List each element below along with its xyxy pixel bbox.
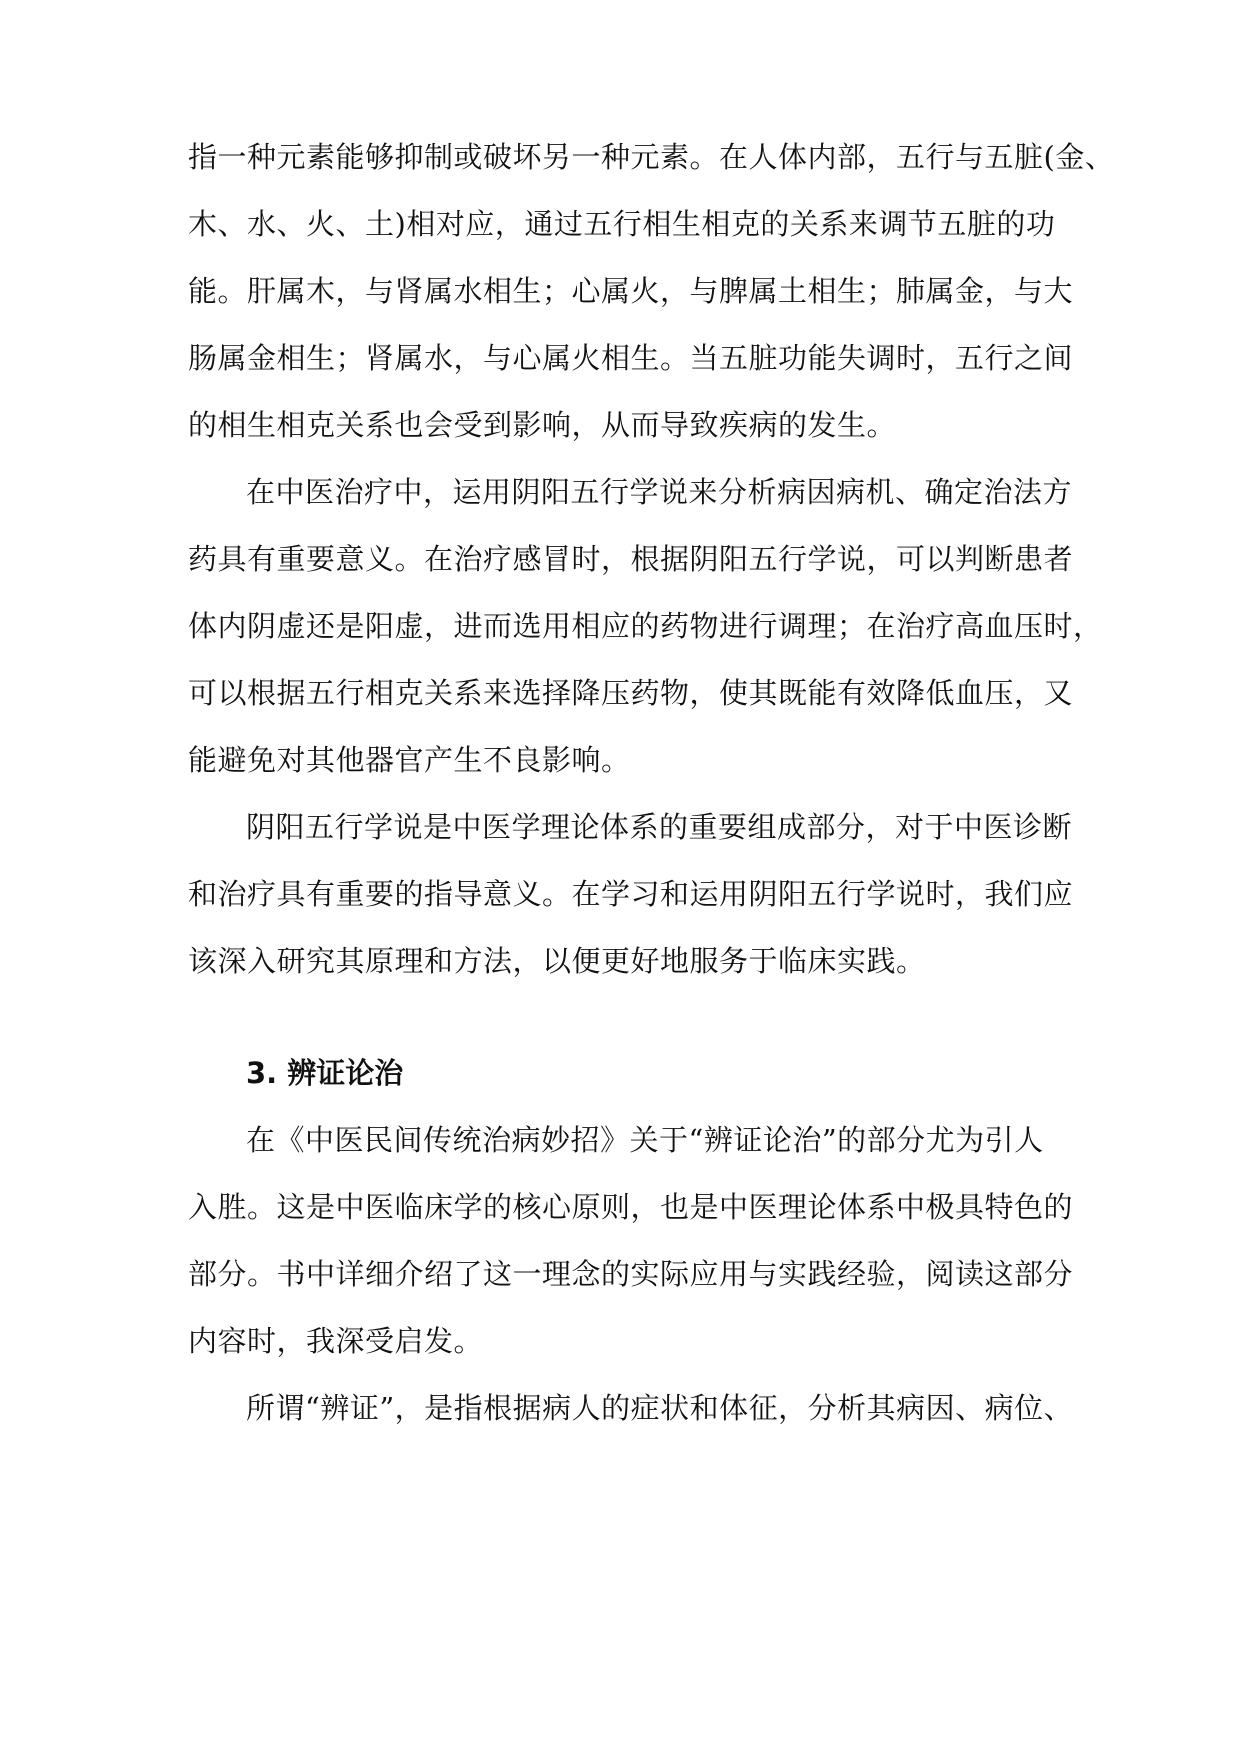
paragraph-line: 阴阳五行学说是中医学理论体系的重要组成部分，对于中医诊断 <box>246 810 1073 844</box>
paragraph-line: 指一种元素能够抑制或破坏另一种元素。在人体内部，五行与五脏(金、 <box>188 140 1115 174</box>
paragraph-line: 所谓“辨证”，是指根据病人的症状和体征，分析其病因、病位、 <box>246 1391 1074 1425</box>
paragraph-line: 木、水、火、土)相对应，通过五行相生相克的关系来调节五脏的功 <box>188 207 1056 241</box>
paragraph-line: 能。肝属木，与肾属水相生；心属火，与脾属土相生；肺属金，与大 <box>188 274 1074 308</box>
paragraph-line: 肠属金相生；肾属水，与心属火相生。当五脏功能失调时，五行之间 <box>188 341 1074 375</box>
paragraph-line: 的相生相克关系也会受到影响，从而导致疾病的发生。 <box>188 408 897 442</box>
section-heading: 3. 辨证论治 <box>246 1056 404 1090</box>
paragraph-line: 药具有重要意义。在治疗感冒时，根据阴阳五行学说，可以判断患者 <box>188 542 1074 576</box>
paragraph-line: 在中医治疗中，运用阴阳五行学说来分析病因病机、确定治法方 <box>246 475 1073 509</box>
paragraph-line: 体内阴虚还是阳虚，进而选用相应的药物进行调理；在治疗高血压时， <box>188 609 1103 643</box>
paragraph-line: 和治疗具有重要的指导意义。在学习和运用阴阳五行学说时，我们应 <box>188 877 1074 911</box>
paragraph-line: 可以根据五行相克关系来选择降压药物，使其既能有效降低血压，又 <box>188 676 1074 710</box>
paragraph-line: 内容时，我深受启发。 <box>188 1324 484 1358</box>
paragraph-line: 能避免对其他器官产生不良影响。 <box>188 743 631 777</box>
paragraph-line: 该深入研究其原理和方法，以便更好地服务于临床实践。 <box>188 944 926 978</box>
paragraph-line: 入胜。这是中医临床学的核心原则，也是中医理论体系中极具特色的 <box>188 1190 1074 1224</box>
paragraph-line: 部分。书中详细介绍了这一理念的实际应用与实践经验，阅读这部分 <box>188 1257 1074 1291</box>
paragraph-line: 在《中医民间传统治病妙招》关于“辨证论治”的部分尤为引人 <box>246 1123 1044 1157</box>
